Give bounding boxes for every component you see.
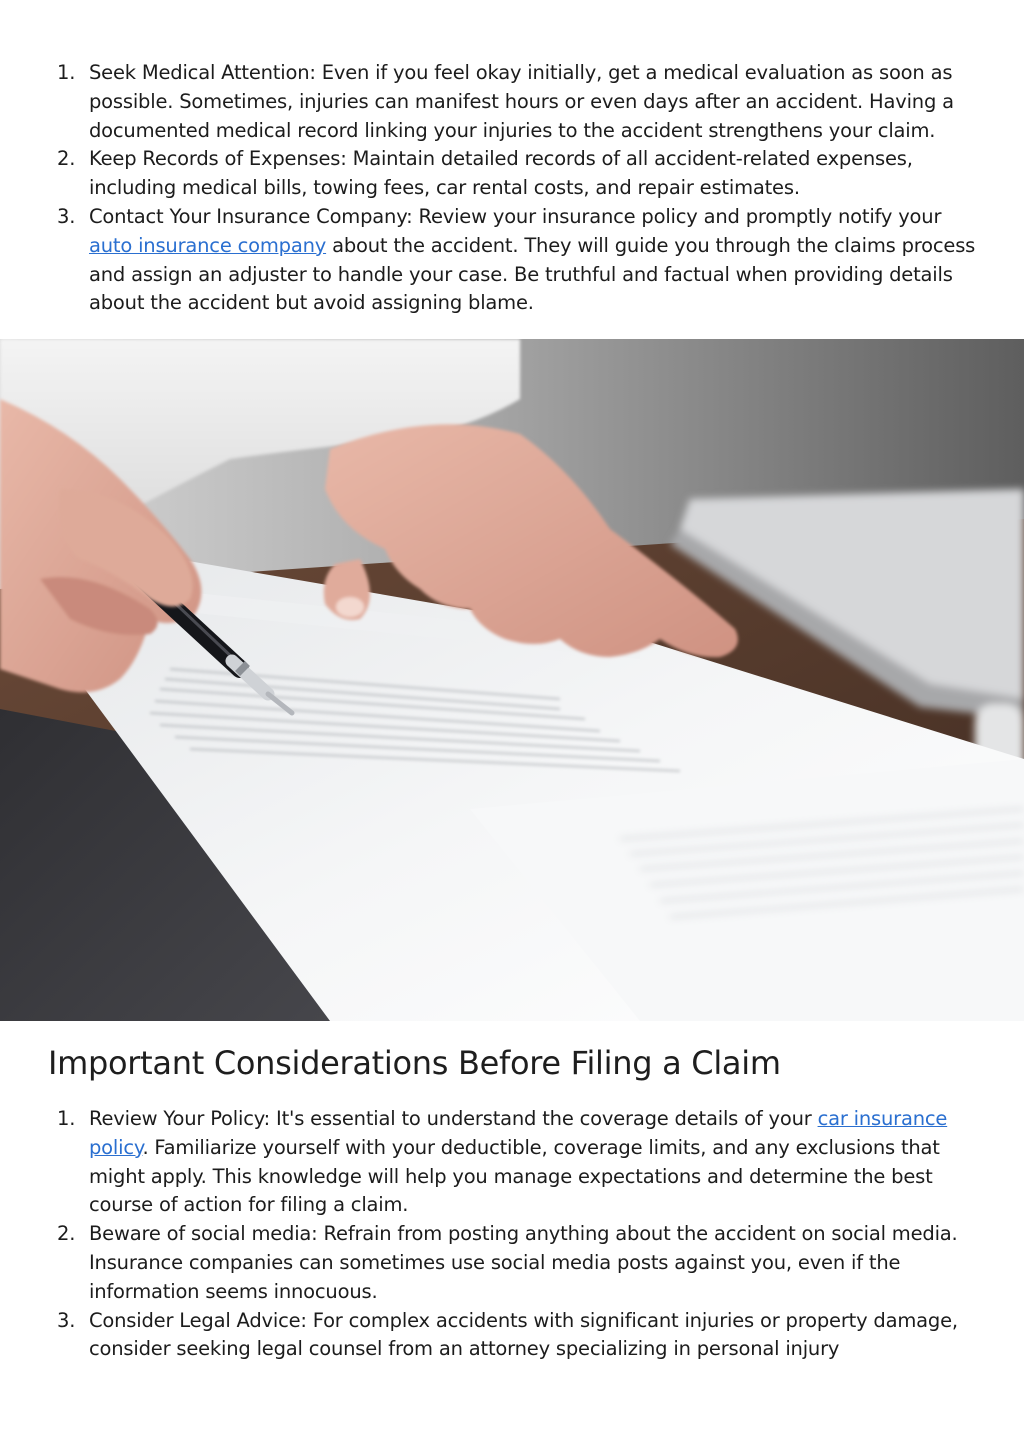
auto-insurance-company-link[interactable]: auto insurance company: [89, 233, 327, 257]
considerations-section: [0, 1105, 1024, 1364]
list-item-text: . Familiarize yourself with your deductible, coverage limits, and any exclusions that might apply. This knowledge will help you manage expectations and determine the best course of action for filing a claim.: [89, 1135, 940, 1217]
list-item: [0, 203, 1024, 318]
list-item-text: Contact Your Insurance Company: Review your insurance policy and promptly notify your: [89, 204, 942, 228]
list-item-text: Review Your Policy: It's essential to understand the coverage details of your: [89, 1107, 818, 1130]
list-number: 2.: [57, 147, 76, 171]
document-signing-photo: [0, 339, 1024, 1021]
list-item-text: about the accident. They will guide you through the claims process and assign an adjuster to handle your case. Be truthful and factual when providing details about the accident but avoid assigning blame.: [89, 233, 976, 315]
list-item-text: Consider Legal Advice: For complex accidents with significant injuries or property damage, consider seeking legal counsel from an attorney specializing in personal injury: [89, 1308, 958, 1361]
list-number: 1.: [57, 1107, 76, 1130]
list-item: [0, 1105, 1024, 1220]
list-item: [0, 59, 1024, 145]
list-number: 1.: [57, 61, 76, 84]
list-number: 3.: [57, 204, 76, 228]
list-item: [0, 1220, 1024, 1306]
list-item-text: Seek Medical Attention: Even if you feel okay initially, get a medical evaluation as soon as possible. Sometimes, injuries can manifest hours or even days after an accident. Having a documented medical record linking your injuries to the accident strengthens your claim.: [89, 61, 954, 142]
list-number: 2.: [57, 1222, 76, 1246]
list-item: [0, 1307, 1024, 1365]
list-number: 3.: [57, 1308, 76, 1332]
list-item-text: Keep Records of Expenses: Maintain detailed records of all accident-related expenses, including medical bills, towing fees, car rental costs, and repair estimates.: [89, 147, 913, 200]
car-insurance-policy-link[interactable]: car insurance policy: [89, 1107, 948, 1159]
section-heading: Important Considerations Before Filing a Claim: [48, 1044, 781, 1082]
steps-after-accident-section: [0, 59, 1024, 318]
considerations-list: [0, 1105, 1024, 1364]
list-item: [0, 145, 1024, 203]
steps-list: [0, 59, 1024, 318]
list-item-text: Beware of social media: Refrain from posting anything about the accident on social media. Insurance companies can sometimes use social media posts against you, even if the information seems innocuous.: [89, 1222, 958, 1303]
